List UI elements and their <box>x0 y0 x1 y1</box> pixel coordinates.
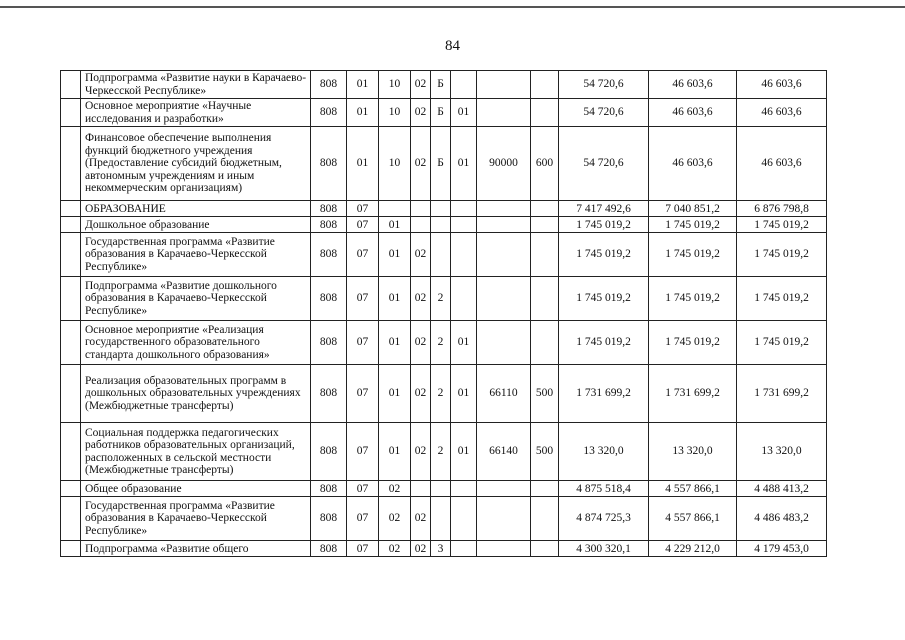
code-cell: 02 <box>379 497 411 541</box>
code-cell: 01 <box>347 127 379 201</box>
code-cell <box>431 497 451 541</box>
code-cell: 02 <box>411 127 431 201</box>
code-cell: 02 <box>379 541 411 557</box>
code-cell: 07 <box>347 365 379 423</box>
code-cell <box>477 497 531 541</box>
code-cell <box>451 71 477 99</box>
budget-table <box>60 70 827 557</box>
amount-cell: 4 557 866,1 <box>649 481 737 497</box>
code-cell: 10 <box>379 71 411 99</box>
code-cell: 66140 <box>477 423 531 481</box>
code-cell <box>531 481 559 497</box>
code-cell <box>531 277 559 321</box>
code-cell: 07 <box>347 481 379 497</box>
code-cell: 808 <box>311 127 347 201</box>
code-cell <box>531 321 559 365</box>
row-name-cell: ОБРАЗОВАНИЕ <box>81 201 311 217</box>
row-indent-cell <box>61 481 81 497</box>
code-cell <box>451 277 477 321</box>
code-cell: 808 <box>311 217 347 233</box>
row-indent-cell <box>61 217 81 233</box>
table-row <box>61 71 827 99</box>
code-cell: 01 <box>347 71 379 99</box>
code-cell: 02 <box>411 321 431 365</box>
amount-cell: 1 745 019,2 <box>649 233 737 277</box>
code-cell <box>531 201 559 217</box>
code-cell <box>531 71 559 99</box>
code-cell <box>431 201 451 217</box>
amount-cell: 13 320,0 <box>559 423 649 481</box>
code-cell: 808 <box>311 277 347 321</box>
row-indent-cell <box>61 365 81 423</box>
code-cell <box>451 541 477 557</box>
table-row <box>61 321 827 365</box>
code-cell: 07 <box>347 423 379 481</box>
amount-cell: 46 603,6 <box>649 71 737 99</box>
code-cell: 01 <box>451 321 477 365</box>
amount-cell: 1 731 699,2 <box>559 365 649 423</box>
code-cell: 01 <box>379 423 411 481</box>
code-cell: 02 <box>411 541 431 557</box>
amount-cell: 1 745 019,2 <box>559 277 649 321</box>
code-cell: 808 <box>311 497 347 541</box>
code-cell <box>451 233 477 277</box>
code-cell <box>477 277 531 321</box>
code-cell: 2 <box>431 321 451 365</box>
code-cell: 01 <box>379 233 411 277</box>
amount-cell: 46 603,6 <box>649 99 737 127</box>
code-cell: 10 <box>379 99 411 127</box>
row-name-cell: Дошкольное образование <box>81 217 311 233</box>
code-cell: 2 <box>431 423 451 481</box>
row-indent-cell <box>61 233 81 277</box>
table-row <box>61 127 827 201</box>
code-cell: 02 <box>411 99 431 127</box>
code-cell <box>477 321 531 365</box>
code-cell: 02 <box>411 365 431 423</box>
code-cell: 01 <box>379 321 411 365</box>
row-indent-cell <box>61 201 81 217</box>
code-cell: 07 <box>347 497 379 541</box>
code-cell <box>531 497 559 541</box>
amount-cell: 54 720,6 <box>559 127 649 201</box>
amount-cell: 1 731 699,2 <box>649 365 737 423</box>
amount-cell: 1 745 019,2 <box>649 277 737 321</box>
row-indent-cell <box>61 423 81 481</box>
code-cell <box>477 541 531 557</box>
amount-cell: 1 745 019,2 <box>737 321 827 365</box>
code-cell <box>379 201 411 217</box>
code-cell <box>431 481 451 497</box>
code-cell: 2 <box>431 277 451 321</box>
code-cell: 02 <box>379 481 411 497</box>
table-row <box>61 497 827 541</box>
code-cell: 808 <box>311 365 347 423</box>
amount-cell: 7 417 492,6 <box>559 201 649 217</box>
code-cell: 02 <box>411 277 431 321</box>
code-cell: 01 <box>451 127 477 201</box>
amount-cell: 46 603,6 <box>737 71 827 99</box>
code-cell <box>411 217 431 233</box>
code-cell <box>477 481 531 497</box>
code-cell <box>451 481 477 497</box>
code-cell: 500 <box>531 365 559 423</box>
code-cell: 2 <box>431 365 451 423</box>
row-indent-cell <box>61 127 81 201</box>
amount-cell: 7 040 851,2 <box>649 201 737 217</box>
amount-cell: 13 320,0 <box>649 423 737 481</box>
code-cell: 90000 <box>477 127 531 201</box>
amount-cell: 4 874 725,3 <box>559 497 649 541</box>
code-cell: 02 <box>411 233 431 277</box>
row-name-cell: Финансовое обеспечение выполнения функций бюджетного учреждения (Предоставление субсидий бюджетным, автономным учреждениям и иным некоммерческим организациям) <box>81 127 311 201</box>
code-cell: 02 <box>411 71 431 99</box>
code-cell <box>477 99 531 127</box>
code-cell: 01 <box>451 365 477 423</box>
amount-cell: 1 745 019,2 <box>737 277 827 321</box>
code-cell <box>531 233 559 277</box>
amount-cell: 6 876 798,8 <box>737 201 827 217</box>
code-cell <box>431 217 451 233</box>
amount-cell: 54 720,6 <box>559 71 649 99</box>
code-cell <box>531 217 559 233</box>
code-cell: 07 <box>347 541 379 557</box>
code-cell: 3 <box>431 541 451 557</box>
code-cell <box>411 201 431 217</box>
code-cell: 01 <box>379 365 411 423</box>
row-name-cell: Подпрограмма «Развитие дошкольного образования в Карачаево-Черкесской Республике» <box>81 277 311 321</box>
top-rule <box>0 6 905 8</box>
code-cell <box>477 201 531 217</box>
table-row <box>61 233 827 277</box>
row-indent-cell <box>61 71 81 99</box>
code-cell: 66110 <box>477 365 531 423</box>
code-cell: 01 <box>451 99 477 127</box>
code-cell: Б <box>431 127 451 201</box>
amount-cell: 1 745 019,2 <box>559 233 649 277</box>
code-cell: Б <box>431 99 451 127</box>
code-cell: 07 <box>347 233 379 277</box>
amount-cell: 4 557 866,1 <box>649 497 737 541</box>
code-cell: 500 <box>531 423 559 481</box>
code-cell <box>477 233 531 277</box>
row-name-cell: Государственная программа «Развитие образования в Карачаево-Черкесской Республике» <box>81 233 311 277</box>
amount-cell: 1 745 019,2 <box>649 321 737 365</box>
amount-cell: 1 745 019,2 <box>737 233 827 277</box>
code-cell: 808 <box>311 201 347 217</box>
amount-cell: 1 745 019,2 <box>559 217 649 233</box>
code-cell: 07 <box>347 201 379 217</box>
code-cell: 808 <box>311 423 347 481</box>
page-number: 84 <box>445 38 460 54</box>
code-cell: 808 <box>311 99 347 127</box>
table-row <box>61 201 827 217</box>
row-name-cell: Подпрограмма «Развитие науки в Карачаево-Черкесской Республике» <box>81 71 311 99</box>
amount-cell: 4 229 212,0 <box>649 541 737 557</box>
table-row <box>61 365 827 423</box>
code-cell <box>531 541 559 557</box>
amount-cell: 46 603,6 <box>737 99 827 127</box>
amount-cell: 4 875 518,4 <box>559 481 649 497</box>
code-cell: Б <box>431 71 451 99</box>
table-row <box>61 277 827 321</box>
table-row <box>61 481 827 497</box>
amount-cell: 4 179 453,0 <box>737 541 827 557</box>
code-cell: 07 <box>347 277 379 321</box>
row-name-cell: Подпрограмма «Развитие общего <box>81 541 311 557</box>
table-body <box>61 71 827 557</box>
row-name-cell: Социальная поддержка педагогических работников образовательных организаций, расположенных в сельской местности (Межбюджетные трансферты) <box>81 423 311 481</box>
code-cell: 808 <box>311 71 347 99</box>
amount-cell: 46 603,6 <box>649 127 737 201</box>
code-cell <box>531 99 559 127</box>
code-cell <box>431 233 451 277</box>
amount-cell: 1 745 019,2 <box>559 321 649 365</box>
amount-cell: 13 320,0 <box>737 423 827 481</box>
code-cell <box>477 71 531 99</box>
table-row <box>61 99 827 127</box>
amount-cell: 1 731 699,2 <box>737 365 827 423</box>
code-cell <box>477 217 531 233</box>
row-indent-cell <box>61 99 81 127</box>
code-cell <box>411 481 431 497</box>
row-name-cell: Общее образование <box>81 481 311 497</box>
code-cell <box>451 217 477 233</box>
row-name-cell: Основное мероприятие «Реализация государственного образовательного стандарта дошкольного образования» <box>81 321 311 365</box>
amount-cell: 1 745 019,2 <box>737 217 827 233</box>
amount-cell: 4 300 320,1 <box>559 541 649 557</box>
amount-cell: 4 488 413,2 <box>737 481 827 497</box>
code-cell: 07 <box>347 321 379 365</box>
code-cell: 600 <box>531 127 559 201</box>
row-indent-cell <box>61 497 81 541</box>
amount-cell: 1 745 019,2 <box>649 217 737 233</box>
code-cell: 10 <box>379 127 411 201</box>
row-name-cell: Реализация образовательных программ в дошкольных образовательных учреждениях (Межбюджетные трансферты) <box>81 365 311 423</box>
row-indent-cell <box>61 277 81 321</box>
amount-cell: 54 720,6 <box>559 99 649 127</box>
row-indent-cell <box>61 321 81 365</box>
code-cell: 01 <box>379 217 411 233</box>
code-cell <box>451 201 477 217</box>
code-cell: 01 <box>451 423 477 481</box>
code-cell: 808 <box>311 481 347 497</box>
code-cell: 01 <box>379 277 411 321</box>
code-cell: 01 <box>347 99 379 127</box>
row-name-cell: Государственная программа «Развитие образования в Карачаево-Черкесской Республике» <box>81 497 311 541</box>
amount-cell: 46 603,6 <box>737 127 827 201</box>
table-row <box>61 217 827 233</box>
code-cell: 07 <box>347 217 379 233</box>
row-name-cell: Основное мероприятие «Научные исследования и разработки» <box>81 99 311 127</box>
code-cell: 02 <box>411 497 431 541</box>
amount-cell: 4 486 483,2 <box>737 497 827 541</box>
table-row <box>61 541 827 557</box>
table-row <box>61 423 827 481</box>
code-cell: 808 <box>311 233 347 277</box>
code-cell: 808 <box>311 541 347 557</box>
code-cell: 808 <box>311 321 347 365</box>
code-cell: 02 <box>411 423 431 481</box>
code-cell <box>451 497 477 541</box>
row-indent-cell <box>61 541 81 557</box>
